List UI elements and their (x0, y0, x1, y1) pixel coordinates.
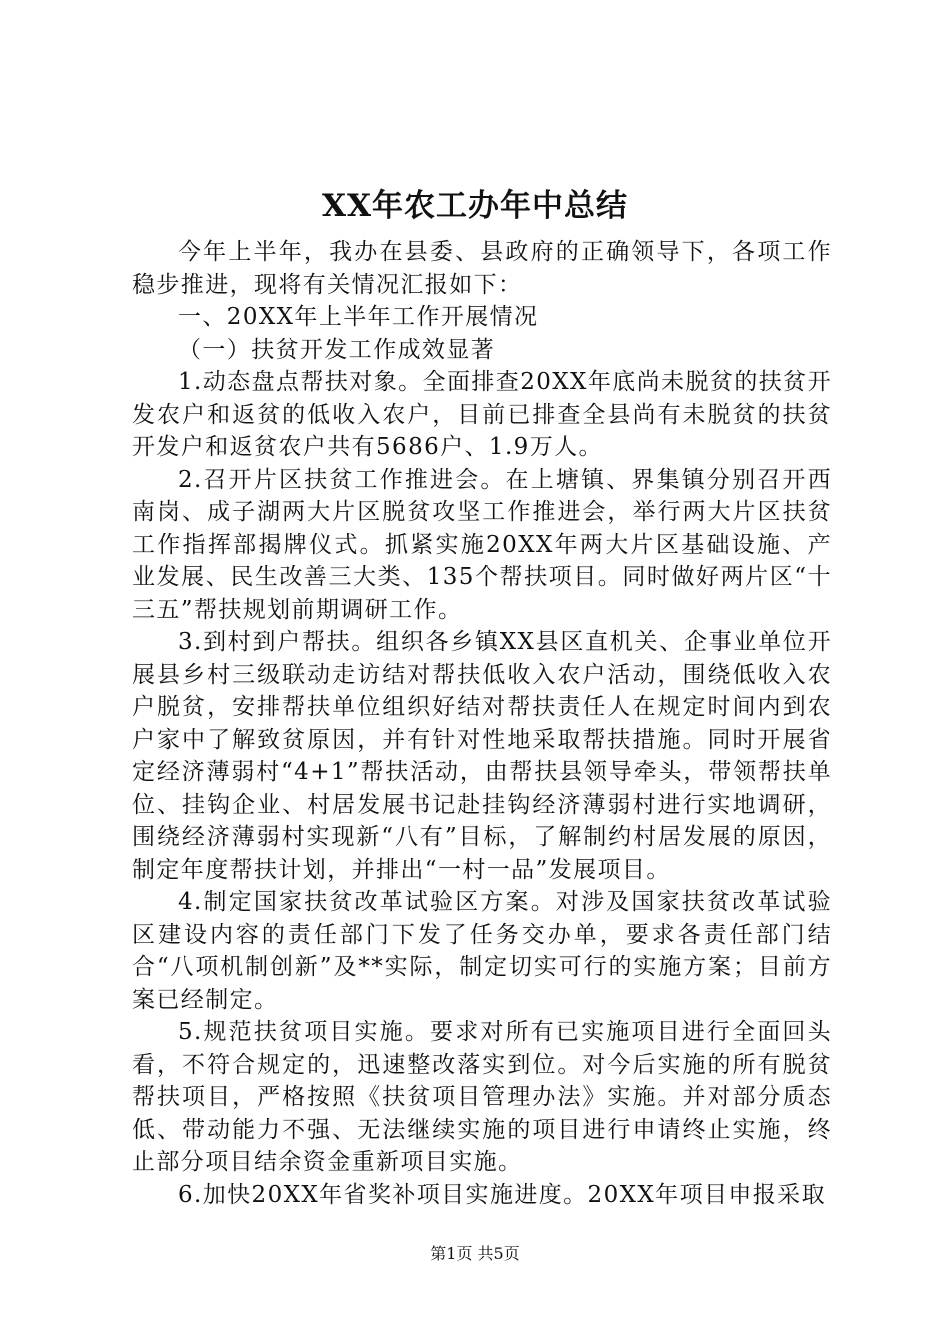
paragraph-intro: 今年上半年，我办在县委、县政府的正确领导下，各项工作稳步推进，现将有关情况汇报如下： (132, 239, 832, 298)
section-heading: 一、20XX年上半年工作开展情况 (178, 304, 539, 330)
page-footer: 第1页 共5页 (430, 1244, 520, 1263)
paragraph-item-5: 5.规范扶贫项目实施。要求对所有已实施项目进行全面回头看，不符合规定的，迅速整改落实到位。对今后实施的所有脱贫帮扶项目，严格按照《扶贫项目管理办法》实施。并对部分质态低、带动能力不强、无法继续实施的项目进行申请终止实施，终止部分项目结余资金重新项目实施。 (132, 1019, 832, 1175)
paragraph-item-4: 4.制定国家扶贫改革试验区方案。对涉及国家扶贫改革试验区建设内容的责任部门下发了任务交办单，要求各责任部门结合“八项机制创新”及**实际，制定切实可行的实施方案；目前方案已经制定。 (132, 889, 832, 1013)
document-title: XX年农工办年中总结 (321, 188, 629, 224)
subsection-heading: （一）扶贫开发工作成效显著 (178, 336, 496, 363)
paragraph-item-6: 6.加快20XX年省奖补项目实施进度。20XX年项目申报采取 (178, 1181, 826, 1208)
paragraph-item-3: 3.到村到户帮扶。组织各乡镇XX县区直机关、企事业单位开展县乡村三级联动走访结对帮扶低收入农户活动，围绕低收入农户脱贫，安排帮扶单位组织好结对帮扶责任人在规定时间内到农户家中了解致贫原因，并有针对性地采取帮扶措施。同时开展省定经济薄弱村“4+1”帮扶活动，由帮扶县领导牵头，带领帮扶单位、挂钩企业、村居发展书记赴挂钩经济薄弱村进行实地调研，围绕经济薄弱村实现新“八有”目标，了解制约村居发展的原因，制定年度帮扶计划，并排出“一村一品”发展项目。 (132, 629, 832, 883)
paragraph-item-2: 2.召开片区扶贫工作推进会。在上塘镇、界集镇分别召开西南岗、成子湖两大片区脱贫攻坚工作推进会，举行两大片区扶贫工作指挥部揭牌仪式。抓紧实施20XX年两大片区基础设施、产业发展、民生改善三大类、135个帮扶项目。同时做好两片区“十三五”帮扶规划前期调研工作。 (132, 466, 832, 623)
document-body (132, 236, 832, 1211)
paragraph-item-1: 1.动态盘点帮扶对象。全面排查20XX年底尚未脱贫的扶贫开发农户和返贫的低收入农户，目前已排查全县尚有未脱贫的扶贫开发户和返贫农户共有5686户、1.9万人。 (132, 369, 832, 460)
